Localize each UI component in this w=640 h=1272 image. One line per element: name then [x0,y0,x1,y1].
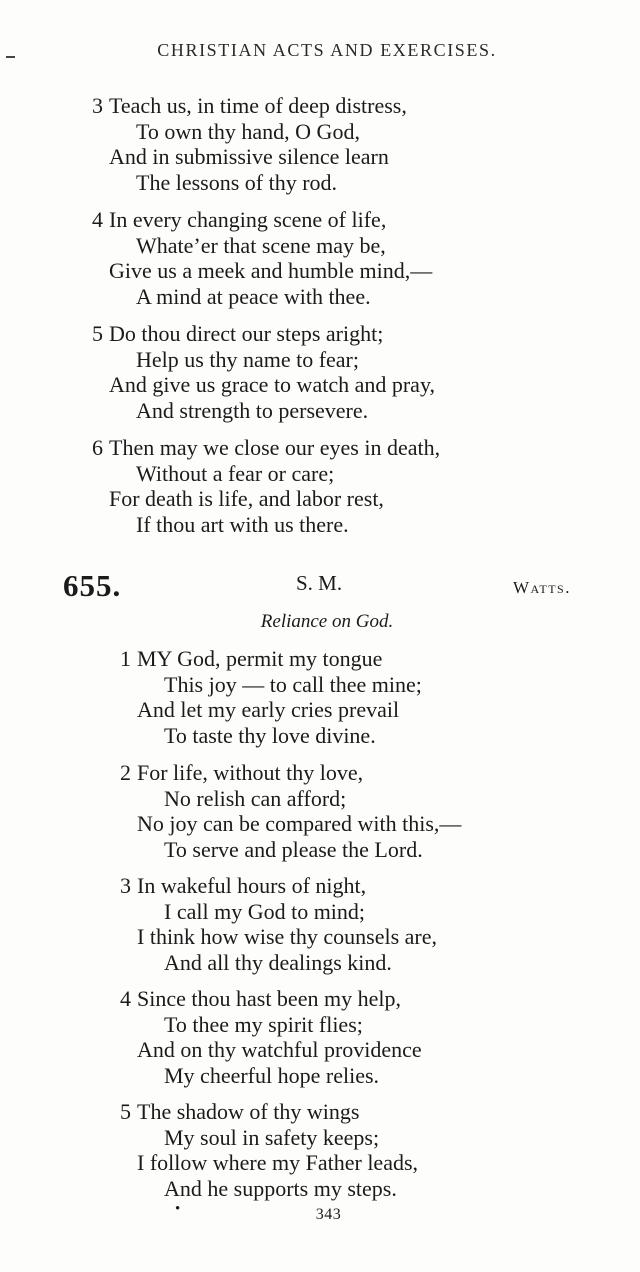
stanza-line: To serve and please the Lord. [164,836,423,862]
stanza-line: A mind at peace with thee. [136,283,371,309]
stanza-line: Whate’er that scene may be, [136,232,386,258]
stanza-number: 6 [92,435,103,460]
stanza-line: If thou art with us there. [136,511,349,537]
stanza-line [120,986,422,1012]
stanza-line: To taste thy love divine. [164,722,376,748]
stanza-line-text: The shadow of thy wings [137,1099,360,1124]
stanza-6 [92,435,441,537]
stanza-line: For death is life, and labor rest, [109,486,384,512]
stanza-number: 3 [120,873,131,898]
stanza-number: 4 [92,207,103,232]
hymn-meter: S. M. [296,571,343,595]
stanza-line: This joy — to call thee mine; [164,671,422,697]
stanza-number: 4 [120,986,131,1011]
hymn-stanza-3 [120,873,437,975]
hymn-stanza-2 [120,760,462,862]
stanza-number: 3 [92,93,103,118]
stanza-line [120,1099,418,1125]
stanza-3 [92,93,407,195]
stanza-number: 5 [120,1099,131,1124]
stanza-line: And let my early cries prevail [137,697,400,723]
stanza-line-text: Since thou hast been my help, [137,986,401,1011]
stanza-line: I follow where my Father leads, [137,1150,419,1176]
stanza-line: No relish can afford; [164,785,347,811]
stanza-line [120,873,437,899]
stanza-line: To thee my spirit flies; [164,1011,363,1037]
hymn-author: Watts. [513,578,571,597]
stanza-line: Give us a meek and humble mind,— [109,258,433,284]
stanza-line-text: MY God, permit my tongue [137,646,383,671]
hymn-stanza-5 [120,1099,419,1201]
stanza-5 [92,321,436,423]
stanza-number: 2 [120,760,131,785]
stanza-line: Help us thy name to fear; [136,346,359,372]
page-number: 343 [315,1206,342,1223]
stanza-line: My soul in safety keeps; [164,1124,380,1150]
stanza-line [92,93,407,119]
stanza-line [92,207,432,233]
signature-mark: • [175,1201,181,1217]
stanza-number: 1 [120,646,131,671]
stanza-line: My cheerful hope relies. [164,1062,380,1088]
stanza-line: The lessons of thy rod. [136,169,338,195]
stanza-line-text: In wakeful hours of night, [137,873,367,898]
stanza-line: Without a fear or care; [136,460,335,486]
stanza-line-text: Do thou direct our steps aright; [109,321,384,346]
stanza-line-text: Then may we close our eyes in death, [109,435,441,460]
stanza-line: And on thy watchful providence [137,1037,422,1063]
stanza-number: 5 [92,321,103,346]
hymn-stanza-1 [120,646,422,748]
stanza-line-text: Teach us, in time of deep distress, [109,93,407,118]
stanza-line: No joy can be compared with this,— [137,811,462,837]
stanza-line [92,321,435,347]
running-head: CHRISTIAN ACTS AND EXERCISES. [157,40,497,60]
stanza-line: I call my God to mind; [164,898,366,924]
stanza-line: To own thy hand, O God, [136,118,360,144]
hymn-title: Reliance on God. [260,611,394,632]
stanza-line: And he supports my steps. [164,1175,397,1201]
stanza-line [120,760,461,786]
stanza-line: And all thy dealings kind. [164,949,392,975]
stanza-4 [92,207,433,309]
stanza-line [92,435,441,461]
stanza-line: And strength to persevere. [136,397,369,423]
stanza-line [120,646,422,672]
stanza-line-text: In every changing scene of life, [109,207,387,232]
stanza-line: And give us grace to watch and pray, [109,372,436,398]
hymn-number: 655. [63,568,122,603]
stanza-line-text: For life, without thy love, [137,760,364,785]
stanza-line: I think how wise thy counsels are, [137,924,437,950]
hymn-stanza-4 [120,986,422,1088]
stanza-line: And in submissive silence learn [109,144,389,170]
